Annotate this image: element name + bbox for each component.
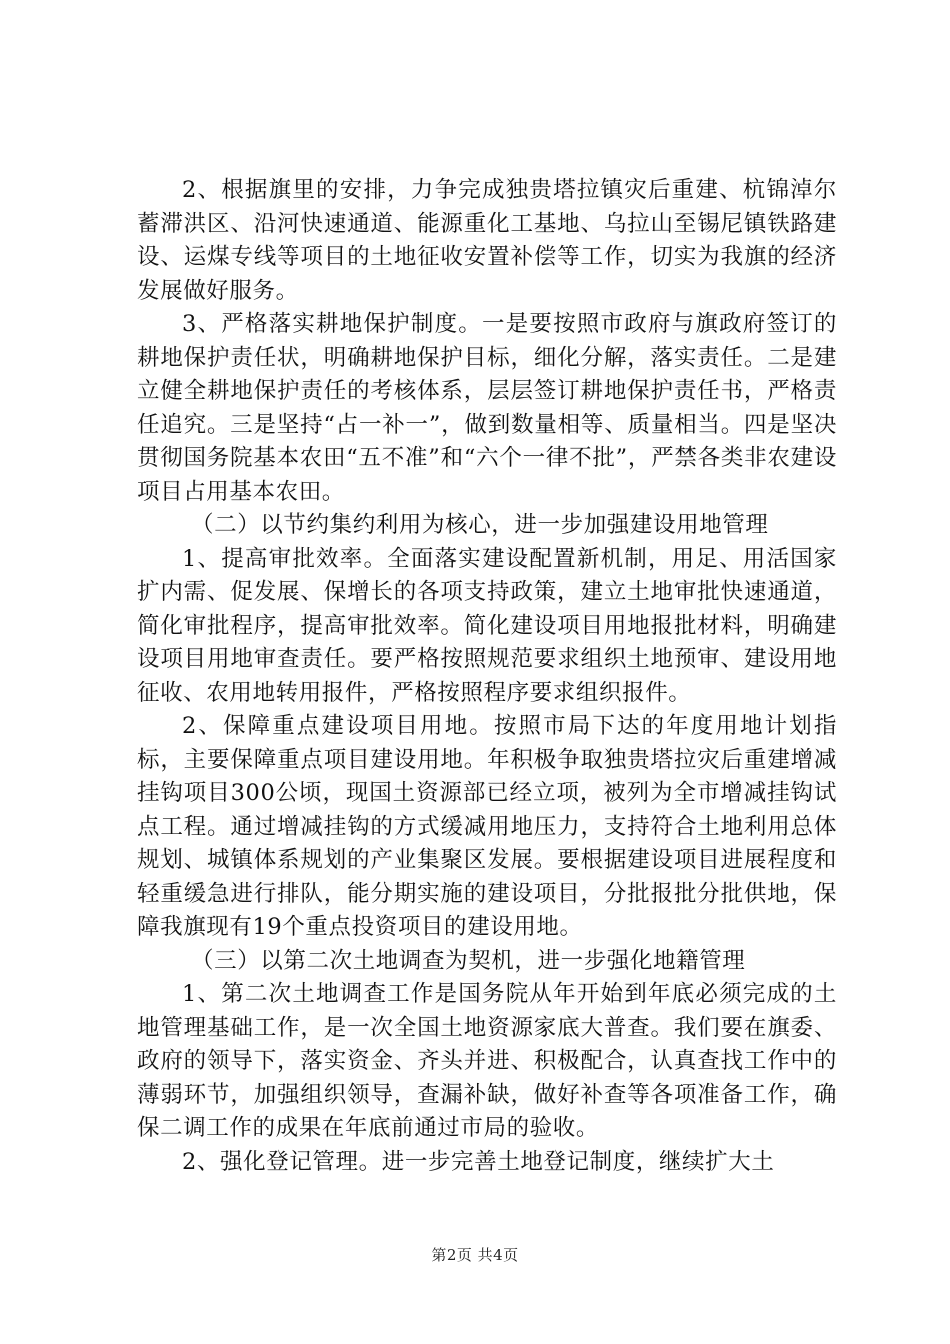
section-heading-cadastral: （三）以第二次土地调查为契机，进一步强化地籍管理 xyxy=(191,947,746,974)
paragraph-approval-efficiency: 1、提高审批效率。全面落实建设配置新机制，用足、用活国家扩内需、促发展、保增长的各项支持政策，建立土地审批快速通道，简化审批程序，提高审批效率。简化建设项目用地报批材料，明确建设项目用地审查责任。要严格按照规范要求组织土地预审、建设用地征收、农用地转用报件，严格按照程序要求组织报件。 xyxy=(137,545,837,706)
paragraph-resettlement: 2、根据旗里的安排，力争完成独贵塔拉镇灾后重建、杭锦淖尔蓄滞洪区、沿河快速通道、能源重化工基地、乌拉山至锡尼镇铁路建设、运煤专线等项目的土地征收安置补偿等工作，切实为我旗的经济发展做好服务。 xyxy=(137,177,837,304)
document-body xyxy=(137,174,837,1179)
page-number-footer: 第2页 共4页 xyxy=(431,1246,519,1264)
paragraph-registration: 2、强化登记管理。进一步完善土地登记制度，继续扩大土 xyxy=(182,1148,775,1175)
paragraph-land-survey: 1、第二次土地调查工作是国务院从年开始到年底必须完成的土地管理基础工作，是一次全国土地资源家底大普查。我们要在旗委、政府的领导下，落实资金、齐头并进、积极配合，认真查找工作中的薄弱环节，加强组织领导，查漏补缺，做好补查等各项准备工作，确保二调工作的成果在年底前通过市局的验收。 xyxy=(137,981,837,1141)
paragraph-key-projects-land: 2、保障重点建设项目用地。按照市局下达的年度用地计划指标，主要保障重点项目建设用地。年积极争取独贵塔拉灾后重建增减挂钩项目300公顷，现国土资源部已经立项，被列为全市增减挂钩试点工程。通过增减挂钩的方式缓减用地压力，支持符合土地利用总体规划、城镇体系规划的产业集聚区发展。要根据建设项目进展程度和轻重缓急进行排队，能分期实施的建设项目，分批报批分批供地，保障我旗现有19个重点投资项目的建设用地。 xyxy=(137,713,837,940)
section-heading-construction-land: （二）以节约集约利用为核心，进一步加强建设用地管理 xyxy=(191,512,769,538)
paragraph-farmland-protection: 3、严格落实耕地保护制度。一是要按照市政府与旗政府签订的耕地保护责任状，明确耕地保护目标，细化分解，落实责任。二是建立健全耕地保护责任的考核体系，层层签订耕地保护责任书，严格责任追究。三是坚持“占一补一”，做到数量相等、质量相当。四是坚决贯彻国务院基本农田“五不准”和“六个一律不批”，严禁各类非农建设项目占用基本农田。 xyxy=(137,311,837,505)
